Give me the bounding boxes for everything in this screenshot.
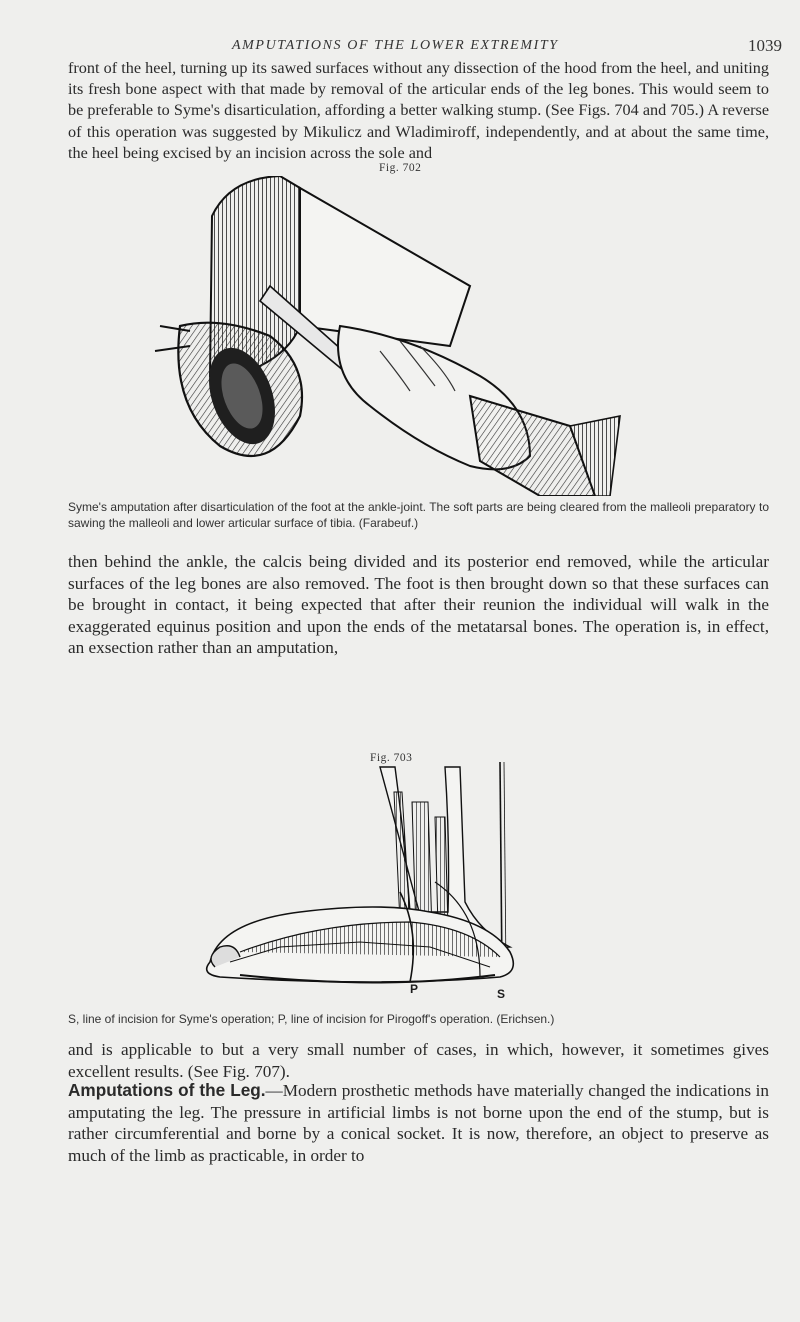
- figure-702-illustration: [150, 176, 660, 496]
- figure-703-letter-p: P: [410, 982, 419, 996]
- figure-703-letter-s: S: [497, 987, 506, 1001]
- figure-703-label: Fig. 703: [370, 752, 413, 764]
- paragraph-3: and is applicable to but a very small number of cases, in which, however, it sometimes gives excellent results. (See Fig. 707).: [68, 1040, 769, 1081]
- paragraph-2: then behind the ankle, the calcis being divided and its posterior end removed, while the articular surfaces of the leg bones are also removed. The foot is then brought down so that these surfaces can be brought in contact, it being expected that after their reunion the individual will walk in the exaggerated equinus position and upon the ends of the metatarsal bones. The operation is, in effect, an exsection rather than an amputation,: [68, 552, 769, 658]
- figure-703-caption: S, line of incision for Syme's operation; P, line of incision for Pirogoff's operation. (Erichsen.): [68, 1012, 555, 1026]
- figure-702-label: Fig. 702: [379, 162, 422, 174]
- paragraph-4-text: —Modern prosthetic methods have materially changed the indications in amputating the leg. The pressure in artificial limbs is not borne upon the end of the stump, but is rather circumferential and borne by a conical socket. It is now, therefore, an object to preserve as much of the limb as practicable, in order to: [68, 1081, 769, 1165]
- running-head: AMPUTATIONS OF THE LOWER EXTREMITY: [232, 38, 559, 53]
- section-heading: Amputations of the Leg.: [68, 1080, 266, 1100]
- page-number: 1039: [748, 36, 782, 55]
- figure-702-caption: Syme's amputation after disarticulation of the foot at the ankle-joint. The soft parts are being cleared from the malleoli preparatory to sawing the malleoli and lower articular surface of tibia. (Farabeuf.): [68, 500, 769, 530]
- paragraph-1: front of the heel, turning up its sawed surfaces without any dissection of the hood from the heel, and uniting its fresh bone aspect with that made by removal of the articular ends of the leg bones. This would seem to be preferable to Syme's disarticulation, affording a better walking stump. (See Figs. 704 and 705.) A reverse of this operation was suggested by Mikulicz and Wladimiroff, independently, and at about the same time, the heel being excised by an incision across the sole and: [68, 59, 769, 162]
- paragraph-4: [68, 1080, 769, 1166]
- figure-703-illustration: [180, 762, 640, 1002]
